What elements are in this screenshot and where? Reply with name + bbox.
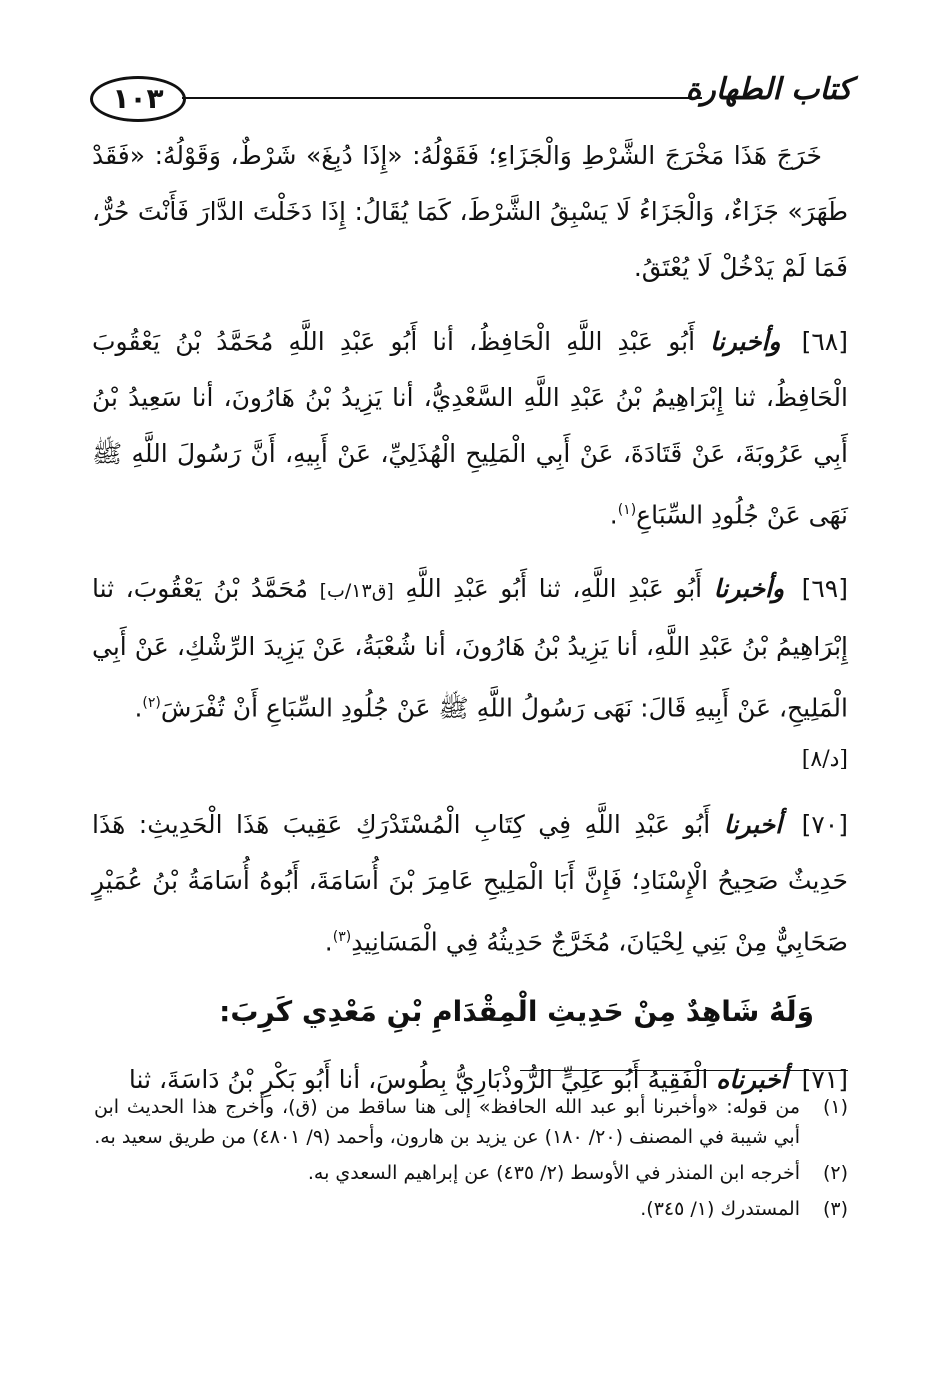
hadith-text: الْفَقِيهُ أَبُو عَلِيٍّ الرُّوذْبَارِيُّ بِطُوسَ، أنا أَبُو بَكْرِ بْنُ دَاسَةَ، ثنا (128, 1064, 709, 1094)
footnote-number: (٢) (822, 1162, 848, 1184)
footnote-3 (94, 1194, 848, 1224)
book-title: كتاب الطهارة (685, 72, 852, 107)
footnote-text: أخرجه ابن المنذر في الأوسط (٢/ ٤٣٥) عن إبراهيم السعدي به. (307, 1162, 800, 1184)
manuscript-ref: [ق١٣/ب] (319, 580, 394, 603)
footnote-number: (٣) (822, 1198, 848, 1220)
hadith-text-b: مُحَمَّدُ بْنُ يَعْقُوبَ، ثنا إِبْرَاهِيمُ بْنُ عَبْدِ اللَّهِ، أنا يَزِيدُ بْنُ هَارُونَ، أنا شُعْبَةُ، عَنْ يَزِيدَ الرِّشْكِ، عَنْ أَبِي الْمَلِيحِ، عَنْ أَبِيهِ قَالَ: نَهَى رَسُولُ اللَّهِ ﷺ عَنْ جُلُودِ السِّبَاعِ أَنْ تُفْرَشَ (92, 574, 848, 723)
footnotes (94, 1092, 848, 1230)
section-heading: وَلَهُ شَاهِدٌ مِنْ حَدِيثِ الْمِقْدَامِ بْنِ مَعْدِي كَرِبَ: (219, 994, 814, 1028)
hadith-69: [٦٩] وأخبرنا أَبُو عَبْدِ اللَّهِ، ثنا أَبُو عَبْدِ اللَّهِ [ق١٣/ب] مُحَمَّدُ بْنُ يَعْقُوبَ، ثنا إِبْرَاهِيمُ بْنُ عَبْدِ اللَّهِ، أنا يَزِيدُ بْنُ هَارُونَ، أنا شُعْبَةُ، عَنْ يَزِيدَ الرِّشْكِ، عَنْ أَبِي الْمَلِيحِ، عَنْ أَبِيهِ قَالَ: نَهَى رَسُولُ اللَّهِ ﷺ عَنْ جُلُودِ السِّبَاعِ أَنْ تُفْرَشَ$^{(٢)}$. (92, 561, 848, 736)
manuscript-side-ref: [د/٨] (801, 746, 848, 772)
hadith-70: [٧٠] أخبرنا أَبُو عَبْدِ اللَّهِ فِي كِتَابِ الْمُسْتَدْرَكِ عَقِيبَ هَذَا الْحَدِيثِ: هَذَا حَدِيثٌ صَحِيحُ الْإِسْنَادِ؛ فَإِنَّ أَبَا الْمَلِيحِ عَامِرَ بْنَ أُسَامَةَ، أَبُوهُ أُسَامَةُ بْنُ عُمَيْرٍ صَحَابِيٌّ مِنْ بَنِي لِحْيَانَ، مُخَرَّجٌ حَدِيثُهُ فِي الْمَسَانِيدِ$^{(٣)}$. (92, 809, 848, 956)
hadith-number: [٦٨] (801, 327, 848, 356)
hadith-text: أَبُو عَبْدِ اللَّهِ الْحَافِظُ، أنا أَبُو عَبْدِ اللَّهِ مُحَمَّدُ بْنُ يَعْقُوبَ الْحَافِظُ، ثنا إِبْرَاهِيمُ بْنُ عَبْدِ اللَّهِ السَّعْدِيُّ، أنا يَزِيدُ بْنُ هَارُونَ، أنا سَعِيدُ بْنُ أَبِي عَرُوبَةَ، عَنْ قَتَادَةَ، عَنْ أَبِي الْمَلِيحِ الْهُذَلِيِّ، عَنْ أَبِيهِ، أَنَّ رَسُولَ اللَّهِ ﷺ نَهَى عَنْ جُلُودِ السِّبَاعِ (92, 327, 848, 530)
footnote-ref-1[interactable]: (١) (617, 502, 637, 518)
footnote-number: (١) (822, 1096, 848, 1118)
header-rule (182, 97, 702, 99)
footnote-text: من قوله: «وأخبرنا أبو عبد الله الحافظ» إلى هنا ساقط من (ق)، وأخرج هذا الحديث ابن أبي شيبة في المصنف (٢٠/ ١٨٠) عن يزيد بن هارون، وأحمد (٩/ ٤٨٠١) من طريق سعيد به. (94, 1096, 800, 1148)
hadith-text: أَبُو عَبْدِ اللَّهِ فِي كِتَابِ الْمُسْتَدْرَكِ عَقِيبَ هَذَا الْحَدِيثِ: هَذَا حَدِيثٌ صَحِيحُ الْإِسْنَادِ؛ فَإِنَّ أَبَا الْمَلِيحِ عَامِرَ بْنَ أُسَامَةَ، أَبُوهُ أُسَامَةُ بْنُ عُمَيْرٍ صَحَابِيٌّ مِنْ بَنِي لِحْيَانَ، مُخَرَّجٌ حَدِيثُهُ فِي الْمَسَانِيدِ (92, 809, 848, 956)
footnote-ref-3[interactable]: (٣) (332, 928, 352, 945)
hadith-text-a: أَبُو عَبْدِ اللَّهِ، ثنا أَبُو عَبْدِ اللَّهِ (405, 574, 703, 604)
page-number: ١٠٣ (90, 76, 186, 122)
paragraph-intro: خَرَجَ هَذَا مَخْرَجَ الشَّرْطِ وَالْجَزَاءِ؛ فَقَوْلُهُ: «إِذَا دُبِغَ» شَرْطٌ، وَقَوْلُهُ: «فَقَدْ طَهَرَ» جَزَاءٌ، وَالْجَزَاءُ لَا يَسْبِقُ الشَّرْطَ، كَمَا يُقَالُ: إِذَا دَخَلْتَ الدَّارَ فَأَنْتَ حُرٌّ، فَمَا لَمْ يَدْخُلْ لَا يُعْتَقُ. (92, 141, 848, 282)
transmission-lead: أخبرنا (723, 809, 783, 839)
transmission-lead: وأخبرنا (713, 574, 785, 604)
page-header (90, 70, 852, 130)
hadith-number: [٦٩] (801, 574, 848, 604)
transmission-lead: وأخبرنا (710, 327, 781, 356)
hadith-number: [٧١] (801, 1064, 848, 1094)
hadith-68: [٦٨] وأخبرنا أَبُو عَبْدِ اللَّهِ الْحَافِظُ، أنا أَبُو عَبْدِ اللَّهِ مُحَمَّدُ بْنُ يَعْقُوبَ الْحَافِظُ، ثنا إِبْرَاهِيمُ بْنُ عَبْدِ اللَّهِ السَّعْدِيُّ، أنا يَزِيدُ بْنُ هَارُونَ، أنا سَعِيدُ بْنُ أَبِي عَرُوبَةَ، عَنْ قَتَادَةَ، عَنْ أَبِي الْمَلِيحِ الْهُذَلِيِّ، عَنْ أَبِيهِ، أَنَّ رَسُولَ اللَّهِ ﷺ نَهَى عَنْ جُلُودِ السِّبَاعِ$^{(١)}$. (92, 327, 848, 530)
footnote-divider (520, 1070, 848, 1071)
hadith-number: [٧٠] (801, 809, 848, 839)
footnote-text: المستدرك (١/ ٣٤٥). (640, 1198, 800, 1220)
footnote-1 (94, 1092, 848, 1152)
transmission-lead: أخبرناه (716, 1064, 788, 1094)
body-text (92, 128, 848, 1126)
footnote-ref-2[interactable]: (٢) (142, 695, 161, 712)
footnote-2 (94, 1158, 848, 1188)
